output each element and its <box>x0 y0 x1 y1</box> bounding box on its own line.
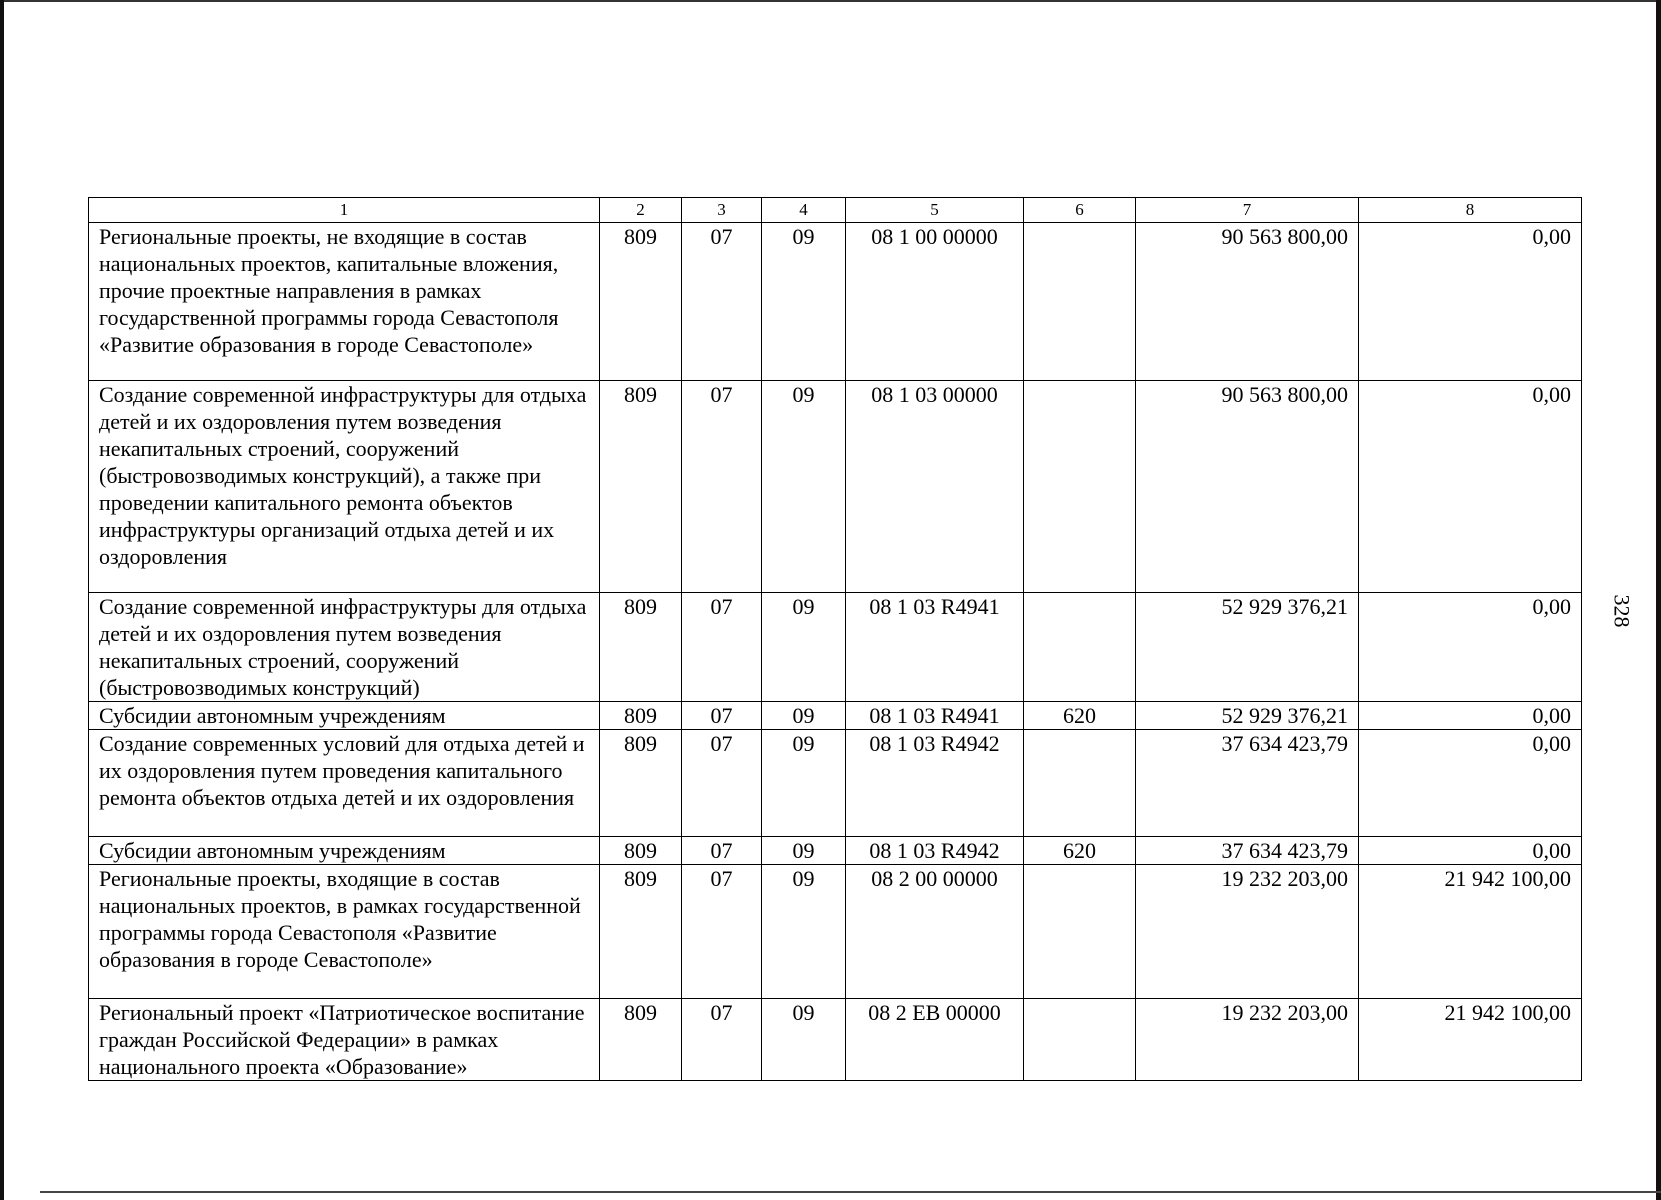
scan-edge-left <box>0 0 4 1200</box>
header-col-7: 7 <box>1136 198 1359 223</box>
row-name: Создание современной инфраструктуры для отдыха детей и их оздоровления путем возведения некапитальных строений, сооружений (быстровозводимых конструкций) <box>89 593 600 702</box>
row-subsection-code: 09 <box>762 593 846 702</box>
budget-table <box>88 197 1582 1081</box>
row-amount-col8: 0,00 <box>1359 702 1582 730</box>
row-subsection-code: 09 <box>762 865 846 999</box>
row-target-code: 08 2 00 00000 <box>846 865 1024 999</box>
header-row <box>89 198 1582 223</box>
row-amount-col7: 52 929 376,21 <box>1136 593 1359 702</box>
row-target-code: 08 1 03 R4941 <box>846 702 1024 730</box>
row-amount-col8: 0,00 <box>1359 381 1582 593</box>
header-col-8: 8 <box>1359 198 1582 223</box>
row-amount-col8: 21 942 100,00 <box>1359 865 1582 999</box>
row-expense-type-code <box>1024 865 1136 999</box>
row-section-code: 07 <box>682 223 762 381</box>
row-section-code: 07 <box>682 837 762 865</box>
row-ministry-code: 809 <box>600 837 682 865</box>
row-name: Создание современной инфраструктуры для отдыха детей и их оздоровления путем возведения некапитальных строений, сооружений (быстровозводимых конструкций), а также при проведении капитального ремонта объектов инфраструктуры организаций отдыха детей и их оздоровления <box>89 381 600 593</box>
scan-edge-bottom <box>40 1191 1661 1193</box>
row-section-code: 07 <box>682 702 762 730</box>
table-row <box>89 381 1582 593</box>
row-subsection-code: 09 <box>762 999 846 1081</box>
row-expense-type-code <box>1024 223 1136 381</box>
header-col-2: 2 <box>600 198 682 223</box>
row-expense-type-code: 620 <box>1024 702 1136 730</box>
row-amount-col7: 37 634 423,79 <box>1136 837 1359 865</box>
row-subsection-code: 09 <box>762 702 846 730</box>
row-ministry-code: 809 <box>600 999 682 1081</box>
header-col-1: 1 <box>89 198 600 223</box>
header-col-5: 5 <box>846 198 1024 223</box>
row-amount-col7: 37 634 423,79 <box>1136 730 1359 837</box>
table-row <box>89 702 1582 730</box>
table-row <box>89 223 1582 381</box>
row-name: Создание современных условий для отдыха детей и их оздоровления путем проведения капитального ремонта объектов отдыха детей и их оздоровления <box>89 730 600 837</box>
table-row <box>89 730 1582 837</box>
scan-edge-top <box>0 0 1661 2</box>
row-expense-type-code <box>1024 593 1136 702</box>
row-ministry-code: 809 <box>600 865 682 999</box>
row-expense-type-code <box>1024 381 1136 593</box>
row-subsection-code: 09 <box>762 223 846 381</box>
row-amount-col7: 52 929 376,21 <box>1136 702 1359 730</box>
row-ministry-code: 809 <box>600 593 682 702</box>
row-ministry-code: 809 <box>600 223 682 381</box>
row-section-code: 07 <box>682 381 762 593</box>
row-amount-col7: 19 232 203,00 <box>1136 999 1359 1081</box>
table-row <box>89 837 1582 865</box>
row-target-code: 08 2 EB 00000 <box>846 999 1024 1081</box>
row-ministry-code: 809 <box>600 381 682 593</box>
scan-edge-right <box>1656 0 1661 1200</box>
row-name: Субсидии автономным учреждениям <box>89 702 600 730</box>
row-target-code: 08 1 03 R4941 <box>846 593 1024 702</box>
row-subsection-code: 09 <box>762 837 846 865</box>
row-name: Региональный проект «Патриотическое воспитание граждан Российской Федерации» в рамках национального проекта «Образование» <box>89 999 600 1081</box>
row-amount-col8: 0,00 <box>1359 593 1582 702</box>
row-target-code: 08 1 03 R4942 <box>846 837 1024 865</box>
row-section-code: 07 <box>682 865 762 999</box>
row-target-code: 08 1 03 R4942 <box>846 730 1024 837</box>
header-col-4: 4 <box>762 198 846 223</box>
row-amount-col8: 0,00 <box>1359 837 1582 865</box>
row-section-code: 07 <box>682 593 762 702</box>
row-expense-type-code: 620 <box>1024 837 1136 865</box>
header-col-6: 6 <box>1024 198 1136 223</box>
row-name: Региональные проекты, входящие в состав национальных проектов, в рамках государственной программы города Севастополя «Развитие образования в городе Севастополе» <box>89 865 600 999</box>
row-expense-type-code <box>1024 999 1136 1081</box>
row-expense-type-code <box>1024 730 1136 837</box>
row-target-code: 08 1 03 00000 <box>846 381 1024 593</box>
page-number: 328 <box>1609 594 1635 628</box>
row-ministry-code: 809 <box>600 730 682 837</box>
table-row <box>89 593 1582 702</box>
row-amount-col7: 19 232 203,00 <box>1136 865 1359 999</box>
header-col-3: 3 <box>682 198 762 223</box>
row-name: Субсидии автономным учреждениям <box>89 837 600 865</box>
table-row <box>89 999 1582 1081</box>
row-ministry-code: 809 <box>600 702 682 730</box>
row-amount-col7: 90 563 800,00 <box>1136 223 1359 381</box>
row-section-code: 07 <box>682 730 762 837</box>
row-amount-col8: 0,00 <box>1359 223 1582 381</box>
row-target-code: 08 1 00 00000 <box>846 223 1024 381</box>
row-amount-col8: 0,00 <box>1359 730 1582 837</box>
row-subsection-code: 09 <box>762 381 846 593</box>
row-amount-col7: 90 563 800,00 <box>1136 381 1359 593</box>
table-row <box>89 865 1582 999</box>
row-amount-col8: 21 942 100,00 <box>1359 999 1582 1081</box>
row-name: Региональные проекты, не входящие в состав национальных проектов, капитальные вложения, прочие проектные направления в рамках государственной программы города Севастополя «Развитие образования в городе Севастополе» <box>89 223 600 381</box>
row-subsection-code: 09 <box>762 730 846 837</box>
row-section-code: 07 <box>682 999 762 1081</box>
